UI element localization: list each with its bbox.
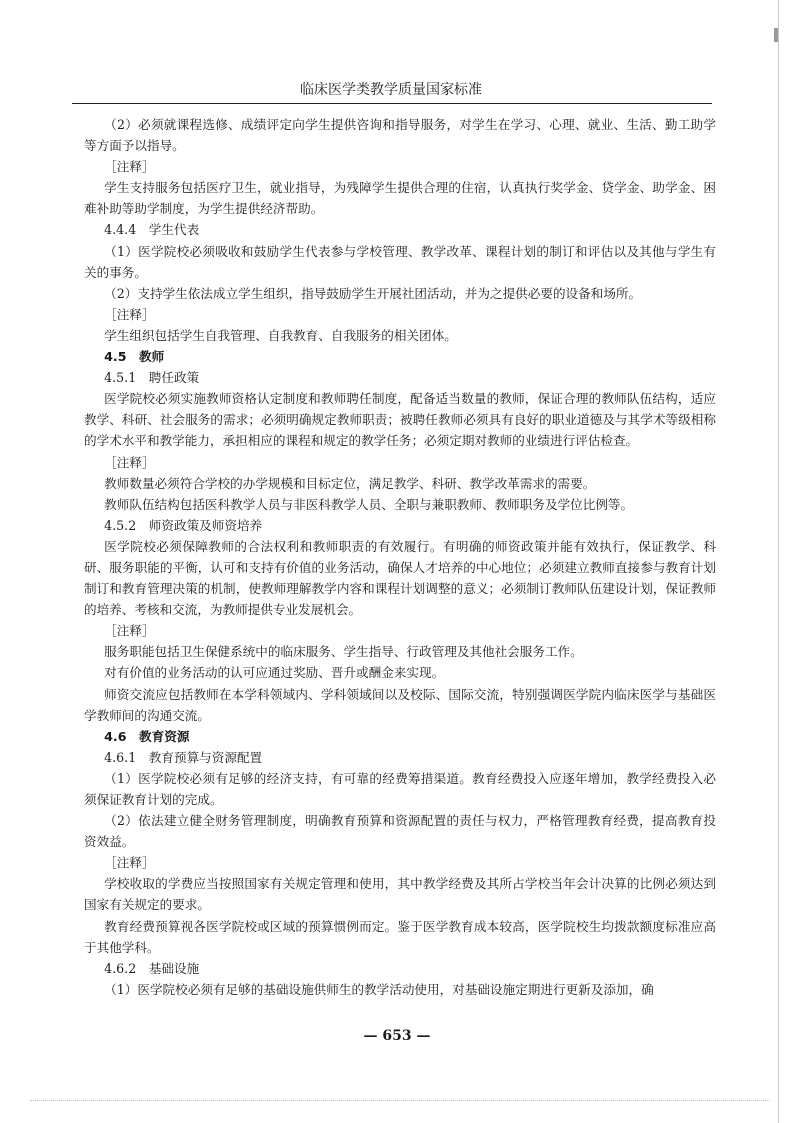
scan-bottom-edge xyxy=(30,1100,770,1101)
paragraph: （1）医学院校必须有足够的基础设施供师生的教学活动使用，对基础设施定期进行更新及添加，确 xyxy=(104,981,654,997)
section-heading: 4.5 教师 xyxy=(104,349,165,365)
paragraph: （1）医学院校必须吸收和鼓励学生代表参与学校管理、教学改革、课程计划的制订和评估以及其他与学生有关的事务。 xyxy=(84,243,716,280)
page-body xyxy=(84,114,716,1000)
subsection-heading: 4.6.2 基础设施 xyxy=(104,960,200,976)
paragraph: 教育经费预算视各医学院校或区域的预算惯例而定。鉴于医学教育成本较高，医学院校生均拨款额度标准应高于其他学科。 xyxy=(84,918,716,955)
page-number: — 653 — xyxy=(363,1028,431,1044)
paragraph: （1）医学院校必须有足够的经济支持，有可靠的经费筹措渠道。教育经费投入应逐年增加，教学经费投入必须保证教育计划的完成。 xyxy=(84,770,716,807)
paragraph: 教师数量必须符合学校的办学规模和目标定位，满足教学、科研、教学改革需求的需要。 xyxy=(104,475,596,491)
note-label: ［注释］ xyxy=(104,159,155,175)
subsection-heading: 4.6.1 教育预算与资源配置 xyxy=(104,749,263,765)
running-header: 临床医学类教学质量国家标准 xyxy=(300,82,482,98)
paragraph: 教师队伍结构包括医科教学人员与非医科教学人员、全职与兼职教师、教师职务及学位比例等。 xyxy=(104,496,634,512)
paragraph: 对有价值的业务活动的认可应通过奖励、晋升或酬金来实现。 xyxy=(104,665,445,681)
note-label: ［注释］ xyxy=(104,855,155,871)
paragraph: 师资交流应包括教师在本学科领域内、学科领域间以及校际、国际交流，特别强调医学院内临床医学与基础医学教师间的沟通交流。 xyxy=(84,686,716,723)
paragraph: 学生支持服务包括医疗卫生，就业指导，为残障学生提供合理的住宿，认真执行奖学金、贷学金、助学金、困难补助等助学制度，为学生提供经济帮助。 xyxy=(84,180,716,217)
scan-edge-line xyxy=(778,0,779,1123)
note-label: ［注释］ xyxy=(104,454,155,470)
paragraph: （2）支持学生依法成立学生组织，指导鼓励学生开展社团活动，并为之提供必要的设备和场所。 xyxy=(104,285,642,301)
paragraph: 服务职能包括卫生保健系统中的临床服务、学生指导、行政管理及其他社会服务工作。 xyxy=(104,644,583,660)
note-label: ［注释］ xyxy=(104,306,155,322)
scan-mark xyxy=(774,28,778,42)
header-rule xyxy=(72,103,712,104)
paragraph: 学校收取的学费应当按照国家有关规定管理和使用，其中教学经费及其所占学校当年会计决算的比例必须达到国家有关规定的要求。 xyxy=(84,876,716,913)
paragraph: 学生组织包括学生自我管理、自我教育、自我服务的相关团体。 xyxy=(104,327,457,343)
section-heading: 4.6 教育资源 xyxy=(104,728,190,744)
paragraph: （2）必须就课程选修、成绩评定向学生提供咨询和指导服务，对学生在学习、心理、就业、生活、勤工助学等方面予以指导。 xyxy=(84,117,716,154)
paragraph: 医学院校必须保障教师的合法权利和教师职责的有效履行。有明确的师资政策并能有效执行，保证教学、科研、服务职能的平衡，认可和支持有价值的业务活动，确保人才培养的中心地位；必须建立教师直接参与教育计划制订和教育管理决策的机制，使教师理解教学内容和课程计划调整的意义；必须制订教师队伍建设计划，保证教师的培养、考核和交流，为教师提供专业发展机会。 xyxy=(84,538,716,618)
paragraph: 医学院校必须实施教师资格认定制度和教师聘任制度，配备适当数量的教师，保证合理的教师队伍结构，适应教学、科研、社会服务的需求；必须明确规定教师职责；被聘任教师必须具有良好的职业道德及与其学术等级相称的学术水平和教学能力，承担相应的课程和规定的教学任务；必须定期对教师的业绩进行评估检查。 xyxy=(84,391,716,449)
subsection-heading: 4.5.2 师资政策及师资培养 xyxy=(104,517,263,533)
paragraph: （2）依法建立健全财务管理制度，明确教育预算和资源配置的责任与权力，严格管理教育经费，提高教育投资效益。 xyxy=(84,813,716,850)
subsection-heading: 4.5.1 聘任政策 xyxy=(104,370,200,386)
subsection-heading: 4.4.4 学生代表 xyxy=(104,222,200,238)
note-label: ［注释］ xyxy=(104,623,155,639)
